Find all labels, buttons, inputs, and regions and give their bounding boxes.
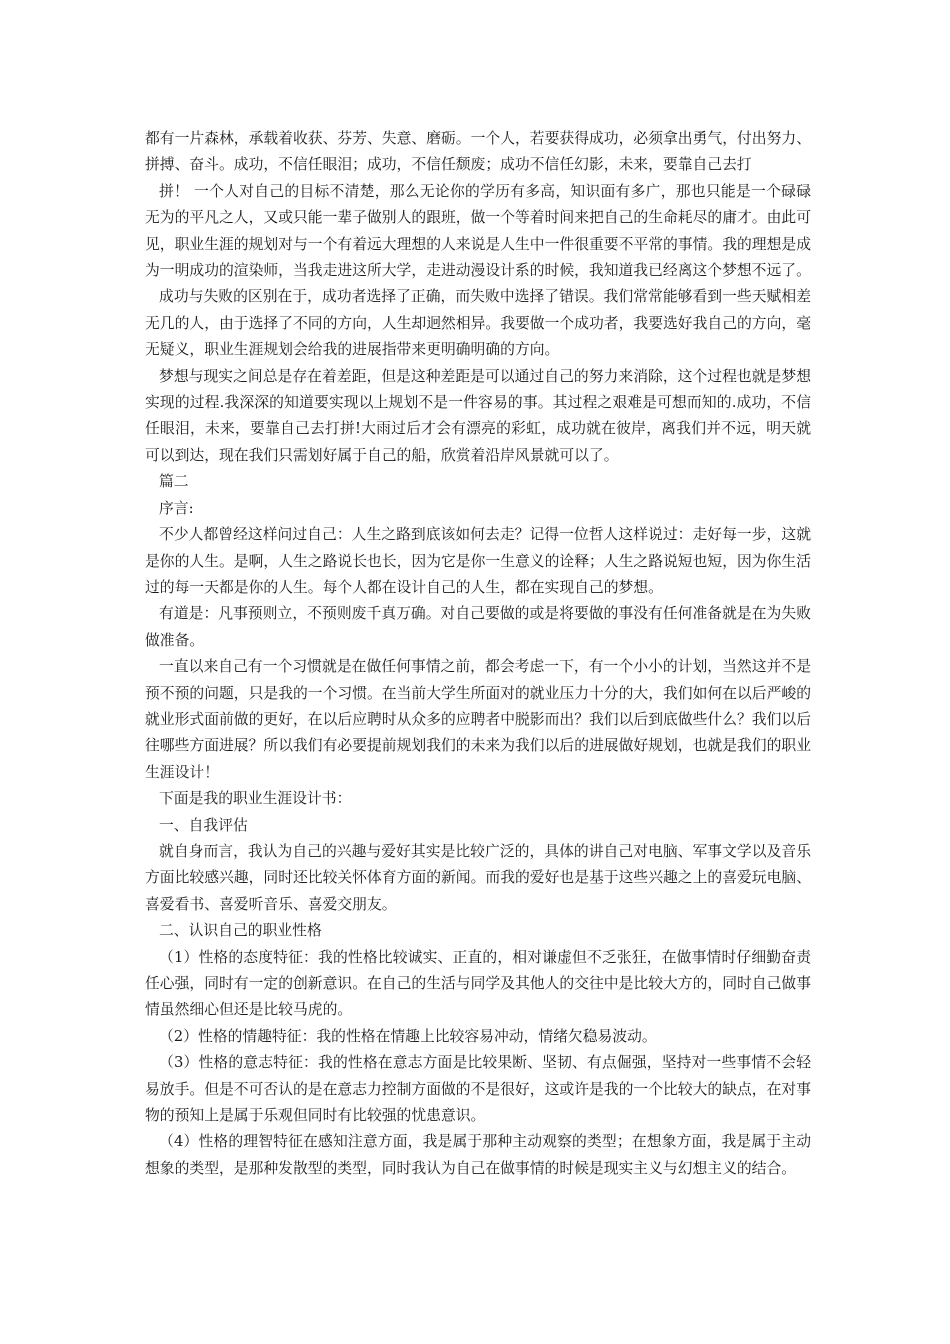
paragraph-goal: 拼！ 一个人对自己的目标不清楚，那么无论你的学历有多高，知识面有多广，那也只能是一个碌碌无为的平凡之人，又或只能一辈子做别人的跟班，做一个等着时间来把自己的生命耗尽的庸才。由此可见，职业生涯的规划对与一个有着远大理想的人来说是人生中一件很重要不平常的事情。我的理想是成为一明成功的渲染师，当我走进这所大学，走进动漫设计系的时候，我知道我已经离这个梦想不远了。 [145, 182, 811, 280]
paragraph-trait-will: （3）性格的意志特征：我的性格在意志方面是比较果断、坚韧、有点倔强，坚持对一些事情不会轻易放手。但是不可否认的是在意志力控制方面做的不是很好，这或许是我的一个比较大的缺点，在对事物的预知上是属于乐观但同时有比较强的忧患意识。 [145, 1054, 811, 1125]
paragraph-interests: 就自身而言，我认为自己的兴趣与爱好其实是比较广泛的，具体的讲自己对电脑、军事文学以及音乐方面比较感兴趣，同时还比较关怀体育方面的新闻。而我的爱好也是基于这些兴趣之上的喜爱玩电脑、喜爱看书、喜爱听音乐、喜爱交朋友。 [145, 842, 811, 913]
paragraph-intro-plan: 下面是我的职业生涯设计书： [159, 790, 352, 808]
paragraph-forest: 都有一片森林，承载着收获、芬芳、失意、磨砺。一个人，若要获得成功，必须拿出勇气，付出努力、拼搏、奋斗。成功，不信任眼泪；成功，不信任颓废；成功不信任幻影，未来，要靠自己去打 [145, 130, 811, 174]
section-heading-career-personality: 二、认识自己的职业性格 [159, 922, 322, 940]
paragraph-trait-intellect: （4）性格的理智特征在感知注意方面，我是属于那种主动观察的类型；在想象方面，我是属于主动想象的类型，是那种发散型的类型，同时我认为自己在做事情的时候是现实主义与幻想主义的结合。 [145, 1133, 811, 1177]
paragraph-trait-attitude: （1）性格的态度特征：我的性格比较诚实、正直的，相对谦虚但不乏张狂，在做事情时仔细勤奋责任心强，同时有一定的创新意识。在自己的生活与同学及其他人的交往中是比较大方的，同时自己做事情虽然细心但还是比较马虎的。 [145, 948, 811, 1019]
section-heading-self-assessment: 一、自我评估 [159, 816, 248, 834]
paragraph-dream-reality: 梦想与现实之间总是存在着差距，但是这种差距是可以通过自己的努力来消除，这个过程也就是梦想实现的过程.我深深的知道要实现以上规划不是一件容易的事。其过程之艰难是可想而知的.成功，不信任眼泪，未来，要靠自己去打拼!大雨过后才会有漂亮的彩虹，成功就在彼岸，离我们并不远，明天就可以到达，现在我们只需划好属于自己的船，欣赏着沿岸风景就可以了。 [145, 367, 811, 464]
paragraph-trait-emotion: （2）性格的情趣特征：我的性格在情趣上比较容易冲动，情绪欠稳易波动。 [159, 1027, 657, 1045]
section-heading-preface: 序言: [159, 499, 194, 517]
paragraph-success-failure: 成功与失败的区别在于，成功者选择了正确，而失败中选择了错误。我们常常能够看到一些天赋相差无几的人，由于选择了不同的方向，人生却迥然相异。我要做一个成功者，我要选好我自己的方向，毫无疑义，职业生涯规划会给我的进展指带来更明确明确的方向。 [145, 288, 811, 359]
paragraph-habit: 一直以来自己有一个习惯就是在做任何事情之前，都会考虑一下，有一个小小的计划，当然这并不是预不预的问题，只是我的一个习惯。在当前大学生所面对的就业压力十分的大，我们如何在以后严峻的就业形式面前做的更好，在以后应聘时从众多的应聘者中脱影而出？我们以后到底做些什么？我们以后往哪些方面进展？所以我们有必要提前规划我们的未来为我们以后的进展做好规划，也就是我们的职业生涯设计！ [145, 658, 811, 781]
paragraph-preparation: 有道是：凡事预则立，不预则废千真万确。对自己要做的或是将要做的事没有任何准备就是在为失败做准备。 [145, 605, 811, 649]
paragraph-life-path: 不少人都曾经这样问过自己：人生之路到底该如何去走？记得一位哲人这样说过：走好每一步，这就是你的人生。是啊，人生之路说长也长，因为它是你一生意义的诠释；人生之路说短也短，因为你生活过的每一天都是你的人生。每个人都在设计自己的人生，都在实现自己的梦想。 [145, 526, 811, 596]
document-body [145, 126, 811, 1182]
section-heading-part-two: 篇二 [159, 473, 189, 491]
